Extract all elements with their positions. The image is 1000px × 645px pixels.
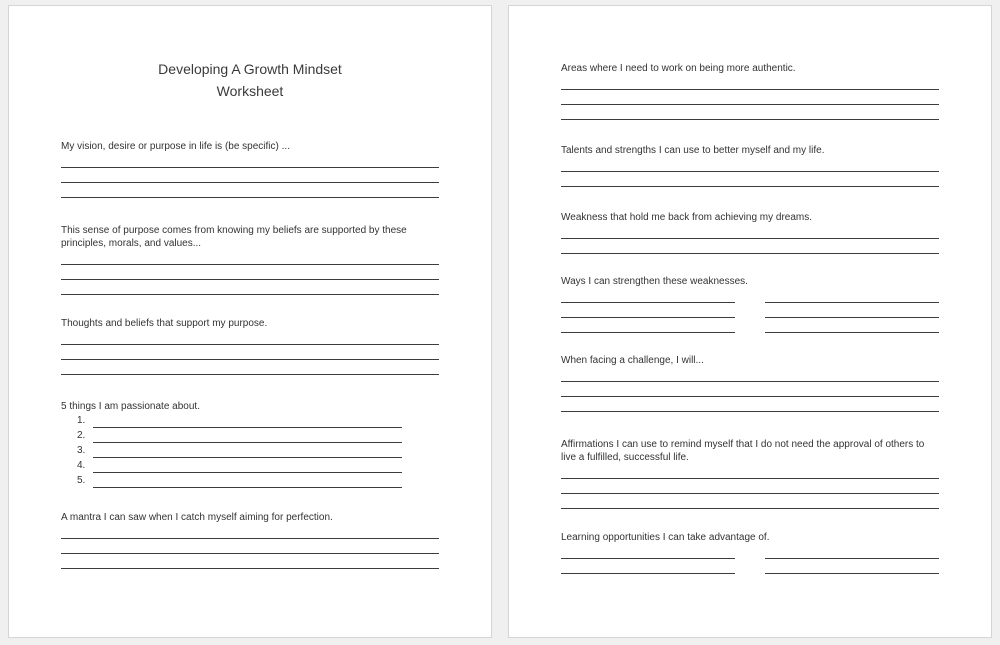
section-twocol: [561, 275, 939, 333]
answer-line: [561, 479, 939, 494]
section-prompt: [61, 317, 439, 375]
numbered-answer-row: [77, 428, 439, 443]
answer-line-left: [561, 559, 735, 574]
numbered-answer-row: [77, 443, 439, 458]
answer-line: [561, 90, 939, 105]
worksheet-page-1: [8, 5, 492, 638]
prompt-label: When facing a challenge, I will...: [561, 355, 704, 366]
numbered-answer-row: [77, 458, 439, 473]
prompt-label: Learning opportunities I can take advantage of.: [561, 532, 770, 543]
answer-line: [561, 105, 939, 120]
prompt-label: Affirmations I can use to remind myself that I do not need the approval of others to live a fulfilled, successful life.: [561, 439, 925, 463]
answer-line: [561, 75, 939, 90]
worksheet-title: Developing A Growth Mindset: [158, 61, 342, 77]
prompt-label: Areas where I need to work on being more authentic.: [561, 63, 796, 74]
prompt-label: Thoughts and beliefs that support my purpose.: [61, 318, 268, 329]
prompt-label: 5 things I am passionate about.: [61, 401, 200, 412]
numbered-answer-row: [77, 473, 439, 488]
answer-line: [93, 428, 402, 443]
two-column-answer-row: [561, 318, 939, 333]
answer-line: [61, 280, 439, 295]
answer-line: [93, 443, 402, 458]
answer-line: [61, 330, 439, 345]
answer-line-left: [561, 318, 735, 333]
worksheet-page-2: [508, 5, 992, 638]
answer-line: [61, 554, 439, 569]
section-title: [61, 58, 439, 102]
prompt-label: Ways I can strengthen these weaknesses.: [561, 276, 748, 287]
answer-line: [61, 250, 439, 265]
answer-line: [561, 224, 939, 239]
prompt-label: Talents and strengths I can use to better myself and my life.: [561, 145, 825, 156]
section-prompt: [561, 144, 939, 187]
answer-line: [61, 183, 439, 198]
answer-line: [561, 367, 939, 382]
answer-line: [561, 172, 939, 187]
section-prompt: [561, 438, 939, 509]
list-number: 3.: [77, 445, 86, 456]
answer-line: [561, 382, 939, 397]
section-twocol: [561, 531, 939, 574]
prompt-label: A mantra I can saw when I catch myself aiming for perfection.: [61, 512, 333, 523]
two-column-answer-row: [561, 288, 939, 303]
answer-line: [93, 413, 402, 428]
answer-line-left: [561, 303, 735, 318]
numbered-answer-row: [77, 413, 439, 428]
section-numbered: [61, 400, 439, 488]
list-number: 5.: [77, 475, 86, 486]
section-prompt: [61, 511, 439, 569]
answer-line: [561, 157, 939, 172]
prompt-label: This sense of purpose comes from knowing my beliefs are supported by these principles, morals, and values...: [61, 225, 407, 249]
answer-line: [61, 345, 439, 360]
answer-line: [61, 168, 439, 183]
section-prompt: [61, 224, 439, 295]
section-prompt: [561, 354, 939, 412]
answer-line: [93, 473, 402, 488]
prompt-label: Weakness that hold me back from achieving my dreams.: [561, 212, 813, 223]
worksheet-subtitle: Worksheet: [216, 83, 284, 99]
answer-line: [61, 360, 439, 375]
list-number: 4.: [77, 460, 86, 471]
answer-line-right: [765, 559, 939, 574]
answer-line: [93, 458, 402, 473]
section-prompt: [561, 211, 939, 254]
list-number: 1.: [77, 415, 86, 426]
answer-line: [61, 539, 439, 554]
prompt-label: My vision, desire or purpose in life is (be specific) ...: [61, 141, 290, 152]
answer-line: [61, 153, 439, 168]
answer-line: [61, 265, 439, 280]
answer-line: [561, 239, 939, 254]
answer-line: [561, 494, 939, 509]
answer-line: [61, 524, 439, 539]
answer-line: [561, 464, 939, 479]
answer-line: [561, 397, 939, 412]
list-number: 2.: [77, 430, 86, 441]
answer-line-left: [561, 544, 735, 559]
answer-line-right: [765, 303, 939, 318]
two-column-answer-row: [561, 559, 939, 574]
answer-line-right: [765, 288, 939, 303]
section-prompt: [561, 62, 939, 120]
answer-line-right: [765, 544, 939, 559]
section-prompt: [61, 140, 439, 198]
two-column-answer-row: [561, 544, 939, 559]
answer-line-right: [765, 318, 939, 333]
answer-line-left: [561, 288, 735, 303]
two-column-answer-row: [561, 303, 939, 318]
